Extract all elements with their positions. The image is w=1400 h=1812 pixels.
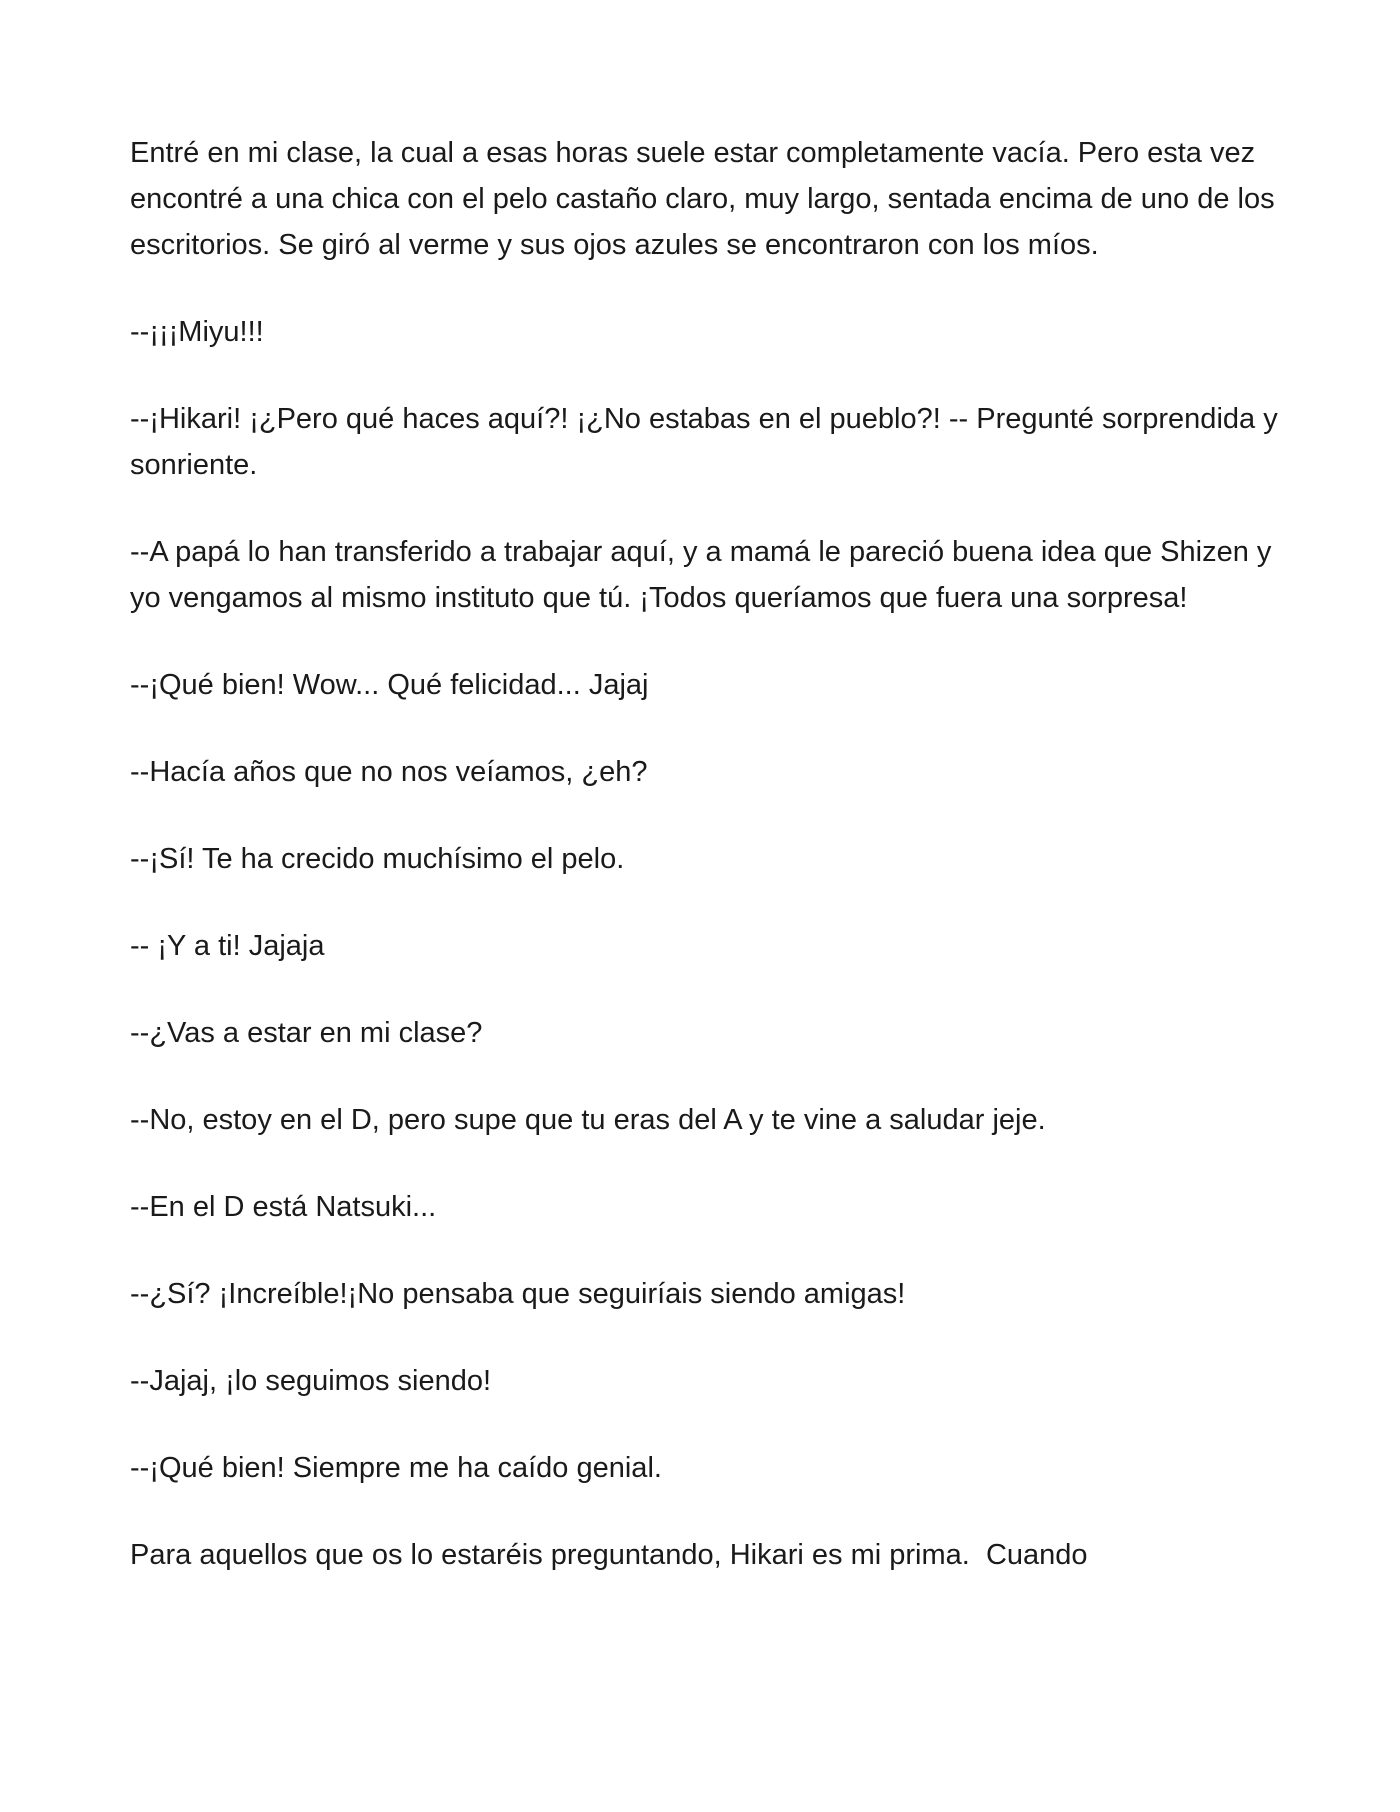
paragraph-dialogue: --En el D está Natsuki... <box>130 1191 437 1223</box>
paragraph-dialogue: --¡Qué bien! Wow... Qué felicidad... Jajaj <box>130 669 649 701</box>
paragraph-dialogue: --A papá lo han transferido a trabajar aquí, y a mamá le pareció buena idea que Shizen y yo vengamos al mismo instituto que tú. ¡Todos queríamos que fuera una sorpresa! <box>130 536 1280 614</box>
paragraph-dialogue: --No, estoy en el D, pero supe que tu eras del A y te vine a saludar jeje. <box>130 1104 1046 1136</box>
paragraph-dialogue: --Jajaj, ¡lo seguimos siendo! <box>130 1365 492 1397</box>
paragraph-dialogue: --¿Sí? ¡Increíble!¡No pensaba que seguiríais siendo amigas! <box>130 1278 906 1310</box>
paragraph-dialogue: --Hacía años que no nos veíamos, ¿eh? <box>130 756 648 788</box>
document-body <box>130 130 1286 1578</box>
paragraph-dialogue: --¡Qué bien! Siempre me ha caído genial. <box>130 1452 662 1484</box>
paragraph-dialogue: --¿Vas a estar en mi clase? <box>130 1017 483 1049</box>
paragraph-narration: Para aquellos que os lo estaréis preguntando, Hikari es mi prima. Cuando <box>130 1539 1088 1571</box>
paragraph-dialogue: --¡¡¡Miyu!!! <box>130 316 264 348</box>
paragraph-dialogue: --¡Sí! Te ha crecido muchísimo el pelo. <box>130 843 625 875</box>
paragraph-dialogue: -- ¡Y a ti! Jajaja <box>130 930 325 962</box>
paragraph-dialogue: --¡Hikari! ¡¿Pero qué haces aquí?! ¡¿No estabas en el pueblo?! -- Pregunté sorprendida y sonriente. <box>130 403 1286 481</box>
paragraph-intro: Entré en mi clase, la cual a esas horas suele estar completamente vacía. Pero esta vez encontré a una chica con el pelo castaño claro, muy largo, sentada encima de uno de los escritorios. Se giró al verme y sus ojos azules se encontraron con los míos. <box>130 137 1283 261</box>
